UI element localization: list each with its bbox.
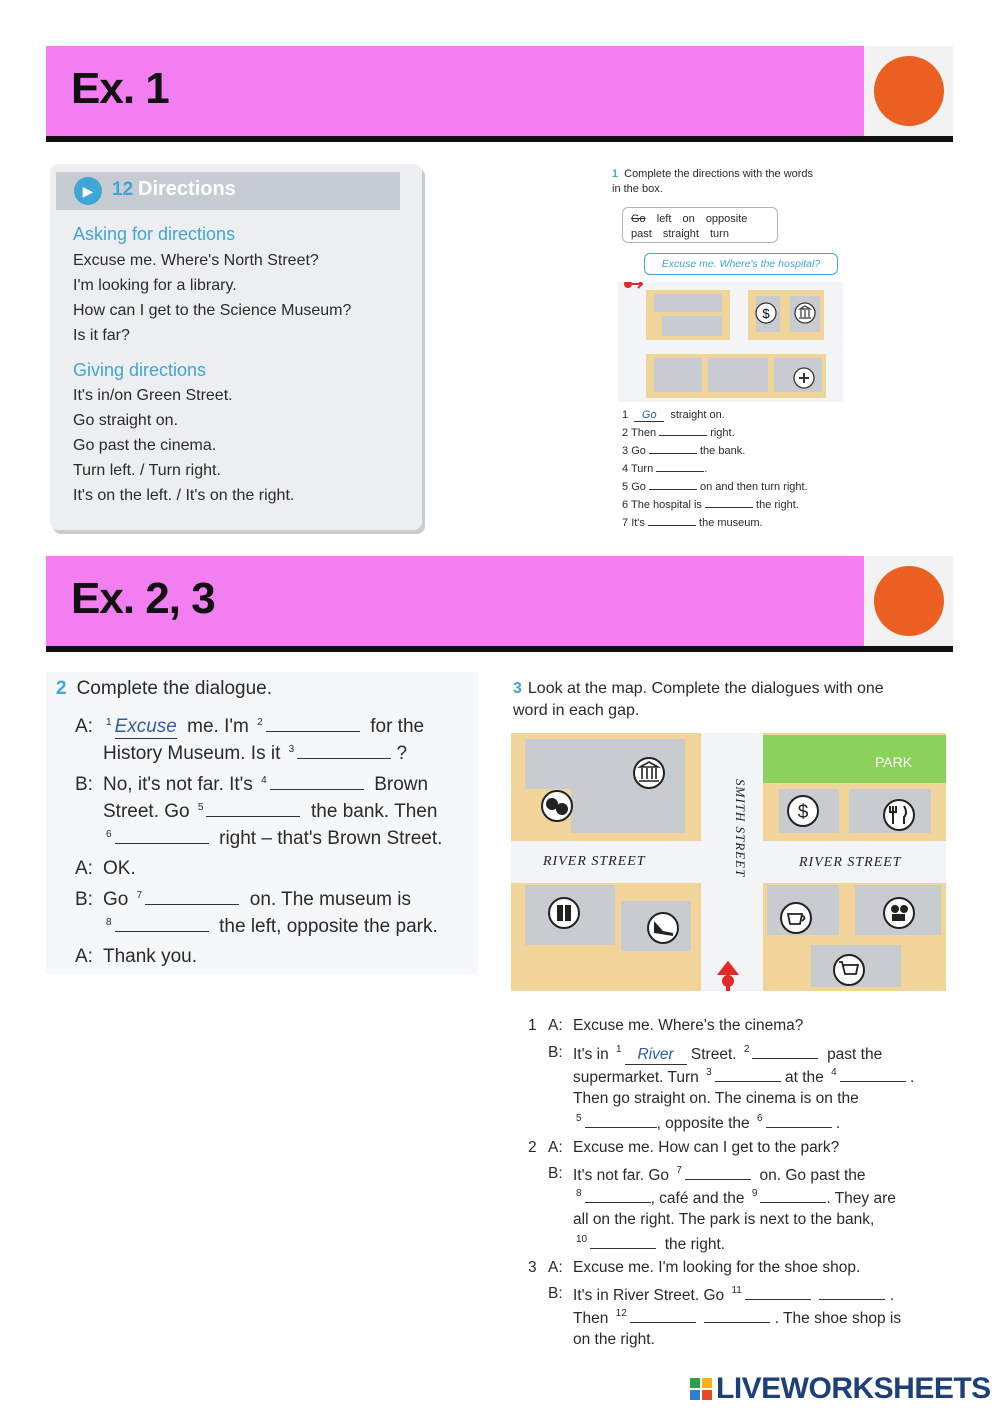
- dialogue-line: $^8$ the left, opposite the park.: [106, 916, 438, 937]
- answer-field[interactable]: River: [625, 1046, 687, 1065]
- answer-field[interactable]: [115, 931, 209, 932]
- cafe-icon: [781, 903, 811, 933]
- ex1-item: 1 Go straight on.: [622, 409, 725, 421]
- phrase: It's in/on Green Street.: [73, 387, 233, 404]
- answer-field[interactable]: [649, 453, 697, 454]
- speaker-label: B:: [75, 889, 93, 910]
- dialogue-line: $^1$ Excuse me. I'm $^2$ for the: [106, 716, 425, 737]
- shoe-shop-icon: [648, 913, 678, 943]
- speaker-label: A:: [75, 716, 93, 737]
- park-label: PARK: [875, 754, 913, 770]
- street-label: RIVER STREET: [799, 855, 902, 870]
- track-number: 12: [112, 179, 134, 200]
- ex2-heading: [56, 678, 272, 700]
- speaker-label: A:: [548, 1259, 563, 1276]
- logo-grid-icon: [690, 1378, 712, 1400]
- dialogue-line: supermarket. Turn $^3$ at the $^4$ .: [573, 1067, 915, 1086]
- answer-field[interactable]: [705, 507, 753, 508]
- answer-field[interactable]: [704, 1322, 770, 1323]
- museum-icon: [634, 758, 664, 788]
- word: past: [631, 228, 652, 240]
- supermarket-icon: [834, 955, 864, 985]
- bank-icon: [788, 796, 818, 826]
- dialogue-line: Street. Go $^5$ the bank. Then: [103, 801, 438, 822]
- answer-field[interactable]: [819, 1299, 885, 1300]
- ex1-item: 4 Turn .: [622, 463, 708, 475]
- dialogue-line: $^{10}$ the right.: [576, 1234, 726, 1253]
- dialogue-line: History Museum. Is it $^3$ ?: [103, 743, 408, 764]
- answer-field[interactable]: [685, 1179, 751, 1180]
- ex1-item: 2 Then right.: [622, 427, 735, 439]
- phrase: Is it far?: [73, 327, 130, 344]
- brand-name: LIVEWORKSHEETS: [716, 1372, 991, 1405]
- dialogue-line: Go $^7$ on. The museum is: [103, 889, 411, 910]
- speaker-label: A:: [548, 1139, 563, 1156]
- section-banner-ex23: [46, 556, 953, 652]
- theatre-icon: [542, 791, 572, 821]
- speaker-label: B:: [548, 1044, 563, 1061]
- answer-field[interactable]: [297, 758, 391, 759]
- ex1-item: 3 Go the bank.: [622, 445, 746, 457]
- ex1-item: 5 Go on and then turn right.: [622, 481, 808, 493]
- dialogue-line: $^8$ , café and the $^9$ . They are: [576, 1188, 896, 1207]
- answer-field[interactable]: Excuse: [114, 716, 177, 737]
- dialogue-number: 3: [528, 1259, 537, 1276]
- cinema-icon: [884, 898, 914, 928]
- phrase: Turn left. / Turn right.: [73, 462, 221, 479]
- dialogue-line: OK.: [103, 858, 136, 879]
- answer-field[interactable]: Go: [634, 409, 664, 422]
- giving-heading: Giving directions: [73, 360, 207, 380]
- answer-field[interactable]: [115, 843, 209, 844]
- word: straight: [662, 228, 699, 240]
- svg-text:$: $: [797, 802, 809, 823]
- ex1-item: 6 The hospital is the right.: [622, 499, 799, 511]
- dialogue-line: $^5$ , opposite the $^6$ .: [576, 1113, 841, 1132]
- orange-dot-icon: [874, 566, 944, 636]
- speaker-label: B:: [548, 1165, 563, 1182]
- dialogue-line: It's not far. Go $^7$ on. Go past the: [573, 1165, 866, 1184]
- answer-field[interactable]: [585, 1127, 657, 1128]
- street-map: [511, 733, 946, 991]
- word: opposite: [705, 213, 748, 225]
- library-icon: [549, 898, 579, 928]
- ex3-number: 3: [513, 680, 522, 697]
- dialogue-line: It's in River Street. Go $^{11}$ .: [573, 1285, 895, 1304]
- ex1-map: [618, 282, 843, 402]
- answer-field[interactable]: [585, 1202, 651, 1203]
- audio-speaker-icon[interactable]: ▶: [74, 177, 102, 205]
- liveworksheets-logo: [690, 1372, 990, 1408]
- dialogue-line: No, it's not far. It's $^4$ Brown: [103, 774, 429, 795]
- answer-field[interactable]: [270, 789, 364, 790]
- banner-badge: [864, 46, 953, 136]
- word: Go: [631, 213, 646, 225]
- restaurant-icon: [884, 800, 914, 830]
- street-label: RIVER STREET: [543, 854, 646, 869]
- ex1-number: 1: [612, 168, 619, 180]
- banner-badge: [864, 556, 953, 646]
- dialogue-line: Then $^{12}$ . The shoe shop is: [573, 1308, 902, 1327]
- answer-field[interactable]: [840, 1081, 906, 1082]
- answer-field[interactable]: [630, 1322, 696, 1323]
- ex2-heading-text: Complete the dialogue.: [76, 678, 272, 699]
- park-area: [763, 735, 946, 783]
- answer-field[interactable]: [760, 1202, 826, 1203]
- dialogue-line: Thank you.: [103, 946, 197, 967]
- directions-header: [56, 172, 400, 210]
- svg-text:$: $: [762, 306, 770, 321]
- word: turn: [710, 228, 729, 240]
- directions-box: [50, 164, 422, 530]
- ex1-item: 7 It's the museum.: [622, 517, 763, 529]
- speaker-label: B:: [548, 1285, 563, 1302]
- phrase: I'm looking for a library.: [73, 277, 237, 294]
- asking-heading: Asking for directions: [73, 224, 236, 244]
- answer-field[interactable]: [766, 1127, 832, 1128]
- word: left: [656, 213, 672, 225]
- banner-title: Ex. 1: [71, 64, 169, 113]
- speech-bubble: Excuse me. Where's the hospital?: [644, 253, 838, 275]
- dialogue-line: Excuse me. Where's the cinema?: [573, 1017, 804, 1034]
- speaker-label: B:: [75, 774, 93, 795]
- dialogue-number: 1: [528, 1017, 537, 1034]
- ex3-heading: [513, 678, 945, 722]
- answer-field[interactable]: [648, 525, 696, 526]
- speaker-label: A:: [548, 1017, 563, 1034]
- answer-field[interactable]: [656, 471, 704, 472]
- street-label: SMITH STREET: [733, 779, 748, 878]
- speaker-label: A:: [75, 858, 93, 879]
- orange-dot-icon: [874, 56, 944, 126]
- word: on: [682, 213, 695, 225]
- ex3-heading-line: word in each gap.: [513, 702, 640, 719]
- answer-field[interactable]: [659, 435, 707, 436]
- phrase: Go past the cinema.: [73, 437, 217, 454]
- dialogue-line: $^6$ right – that's Brown Street.: [106, 828, 443, 849]
- answer-field[interactable]: [145, 904, 239, 905]
- answer-field[interactable]: [649, 489, 697, 490]
- phrase: Excuse me. Where's North Street?: [73, 252, 319, 269]
- directions-title: Directions: [138, 178, 236, 200]
- exercise-1: [612, 165, 847, 535]
- phrase: It's on the left. / It's on the right.: [73, 487, 295, 504]
- dialogue-line: all on the right. The park is next to the bank,: [573, 1211, 875, 1228]
- dialogue-line: Then go straight on. The cinema is on the: [573, 1090, 859, 1107]
- dialogue-line: Excuse me. I'm looking for the shoe shop.: [573, 1259, 861, 1276]
- answer-field[interactable]: [266, 731, 360, 732]
- exercise-2: [46, 672, 478, 974]
- section-banner-ex1: [46, 46, 953, 142]
- answer-field[interactable]: [590, 1248, 656, 1249]
- answer-field[interactable]: [715, 1081, 781, 1082]
- speaker-label: A:: [75, 946, 93, 967]
- phrase: Go straight on.: [73, 412, 178, 429]
- answer-field[interactable]: [745, 1299, 811, 1300]
- answer-field[interactable]: [752, 1058, 818, 1059]
- banner-title: Ex. 2, 3: [71, 574, 215, 623]
- dialogue-line: Excuse me. How can I get to the park?: [573, 1139, 840, 1156]
- dialogue-line: It's in $^1$ River Street. $^2$ past the: [573, 1044, 883, 1063]
- word-box: [622, 207, 778, 243]
- ex3-heading-line: Look at the map. Complete the dialogues with one: [527, 680, 884, 697]
- ex1-instruction-line: in the box.: [612, 183, 663, 195]
- dialogue-number: 2: [528, 1139, 537, 1156]
- ex1-instruction: [612, 167, 842, 197]
- answer-field[interactable]: [206, 816, 300, 817]
- ex1-instruction-line: Complete the directions with the words: [624, 168, 814, 180]
- ex2-number: 2: [56, 678, 67, 699]
- dialogue-line: on the right.: [573, 1331, 655, 1348]
- phrase: How can I get to the Science Museum?: [73, 302, 352, 319]
